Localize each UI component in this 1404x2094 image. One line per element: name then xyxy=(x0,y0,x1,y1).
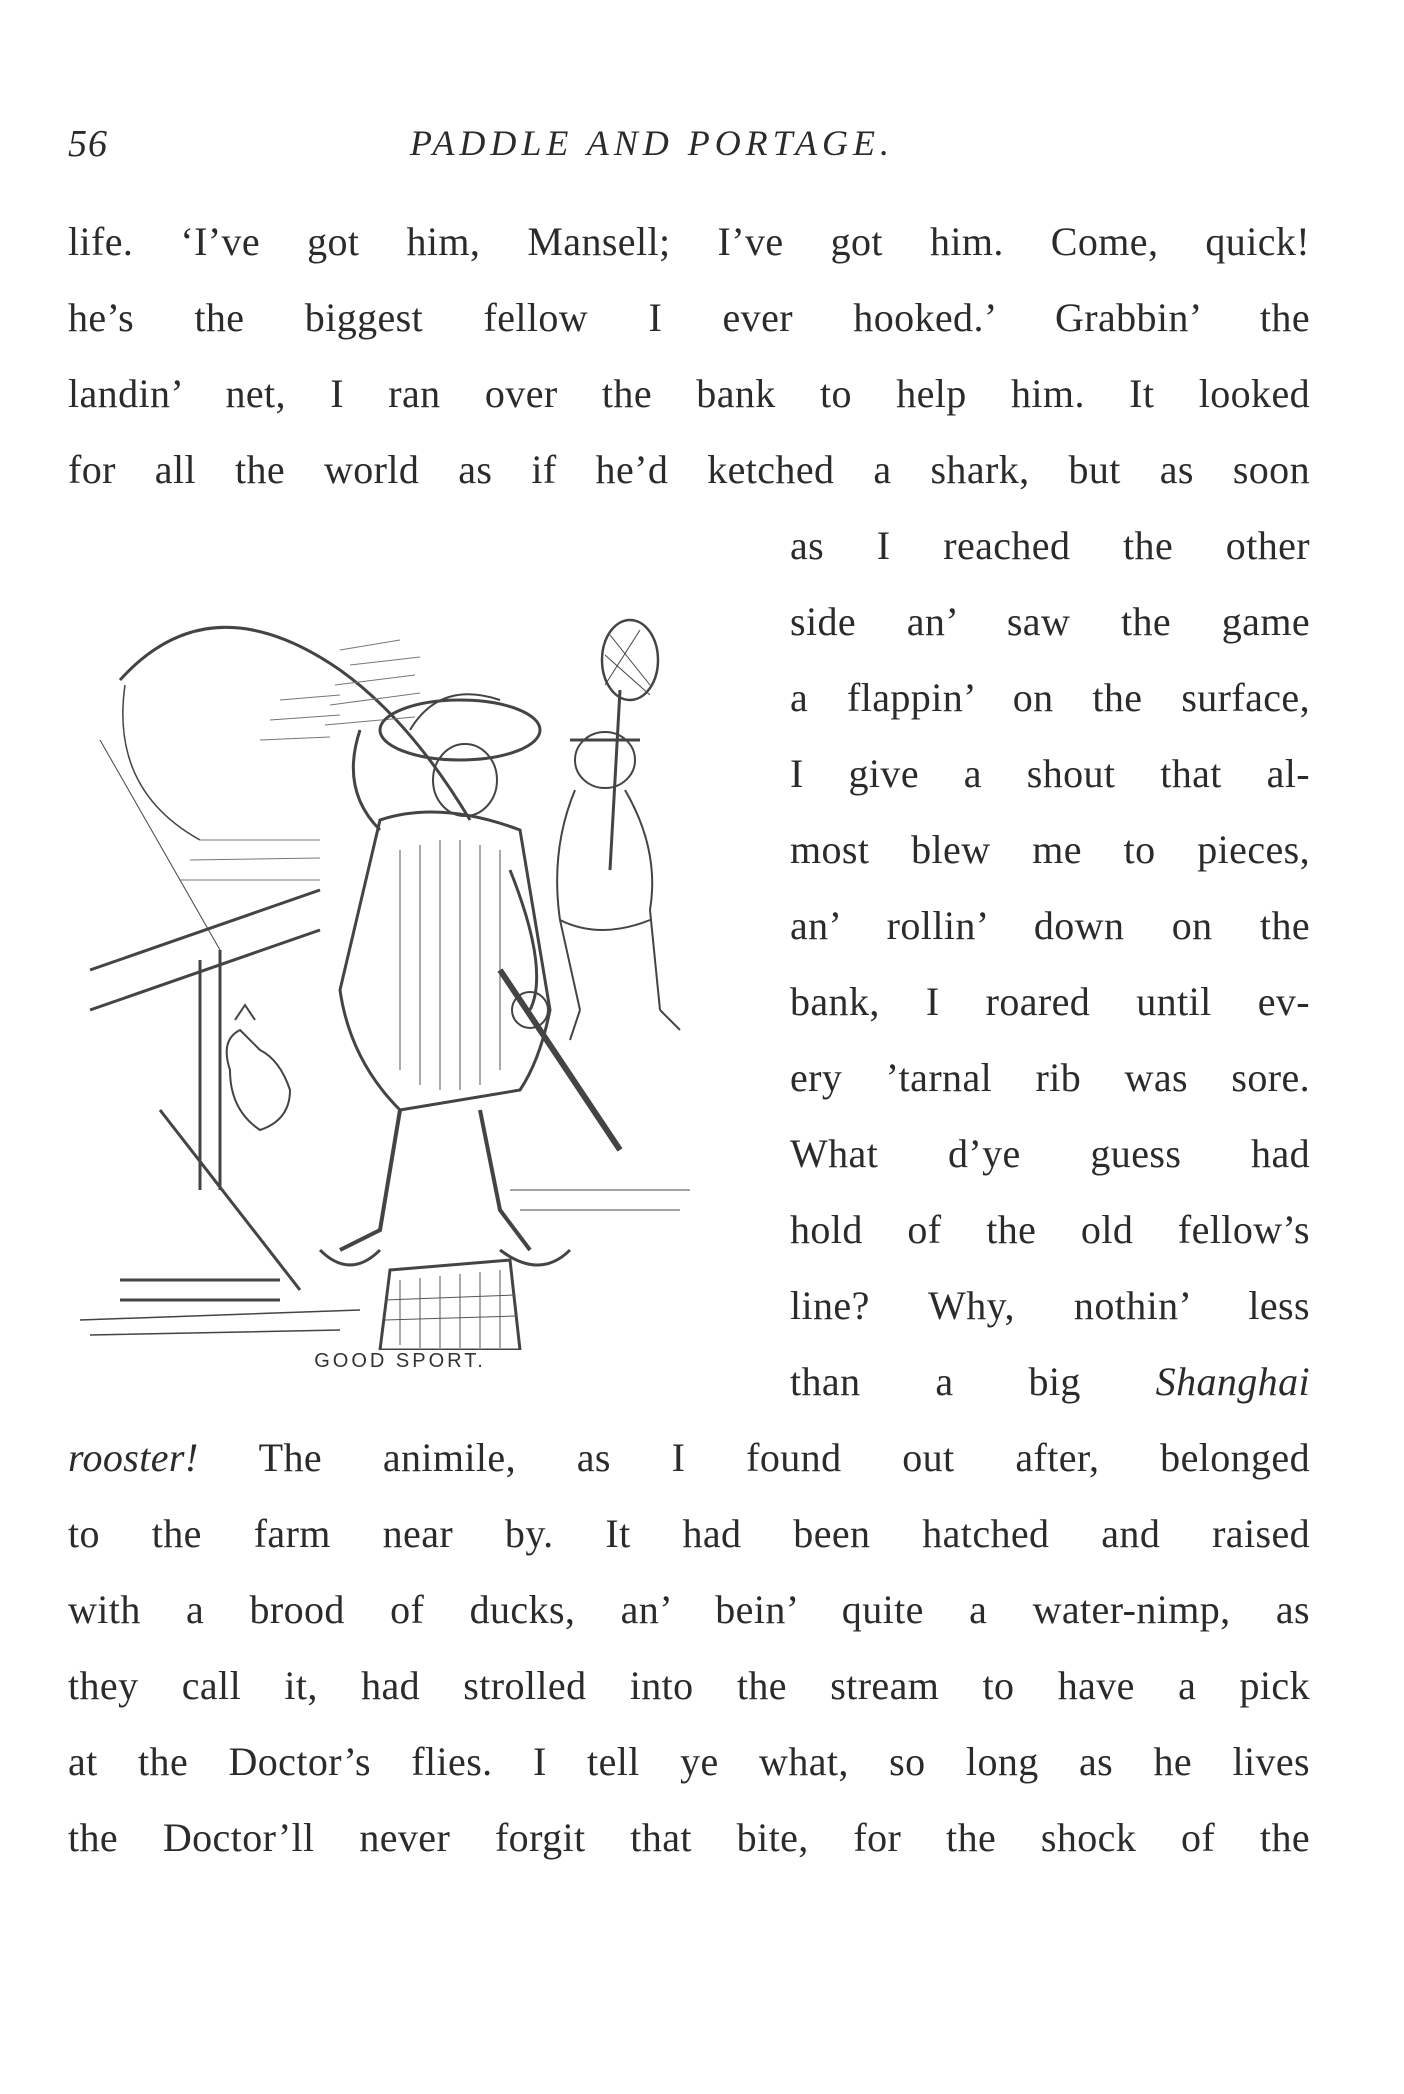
text-line: side an’ saw the game xyxy=(790,599,1310,644)
italic-text: Shanghai xyxy=(1155,1359,1310,1404)
text-line: the Doctor’ll never forgit that bite, for the shock of the xyxy=(68,1815,1310,1860)
text-line: with a brood of ducks, an’ bein’ quite a water-nimp, as xyxy=(68,1587,1310,1632)
text-line: landin’ net, I ran over the bank to help him. It looked xyxy=(68,371,1310,416)
text-line: for all the world as if he’d ketched a shark, but as soon xyxy=(68,447,1310,492)
text-line: line? Why, nothin’ less xyxy=(790,1283,1310,1328)
text-line xyxy=(790,1358,1310,1406)
text-line: he’s the biggest fellow I ever hooked.’ Grabbin’ the xyxy=(68,295,1310,340)
page-header xyxy=(0,122,1404,172)
text-line: at the Doctor’s flies. I tell ye what, so long as he lives xyxy=(68,1739,1310,1784)
text-line: What d’ye guess had xyxy=(790,1131,1310,1176)
running-head: PADDLE AND PORTAGE. xyxy=(410,123,895,163)
text-line xyxy=(68,1434,1310,1482)
text-line: ery ’tarnal rib was sore. xyxy=(790,1055,1310,1100)
text-line: most blew me to pieces, xyxy=(790,827,1310,872)
text-line: life. ‘I’ve got him, Mansell; I’ve got him. Come, quick! xyxy=(68,219,1310,264)
text-line: hold of the old fellow’s xyxy=(790,1207,1310,1252)
text-span: than a big xyxy=(790,1359,1156,1404)
engraving-illustration xyxy=(80,590,720,1350)
fisherman-engraving-image xyxy=(80,590,720,1350)
text-line: I give a shout that al- xyxy=(790,751,1310,796)
text-line: as I reached the other xyxy=(790,523,1310,568)
page-number: 56 xyxy=(68,123,108,165)
italic-text: rooster! xyxy=(68,1435,199,1480)
text-line: bank, I roared until ev- xyxy=(790,979,1310,1024)
text-line: they call it, had strolled into the stream to have a pick xyxy=(68,1663,1310,1708)
text-line: to the farm near by. It had been hatched and raised xyxy=(68,1511,1310,1556)
text-line: a flappin’ on the surface, xyxy=(790,675,1310,720)
text-line: an’ rollin’ down on the xyxy=(790,903,1310,948)
text-span: The animile, as I found out after, belonged xyxy=(198,1435,1310,1480)
figure-caption: GOOD SPORT. xyxy=(314,1350,486,1372)
